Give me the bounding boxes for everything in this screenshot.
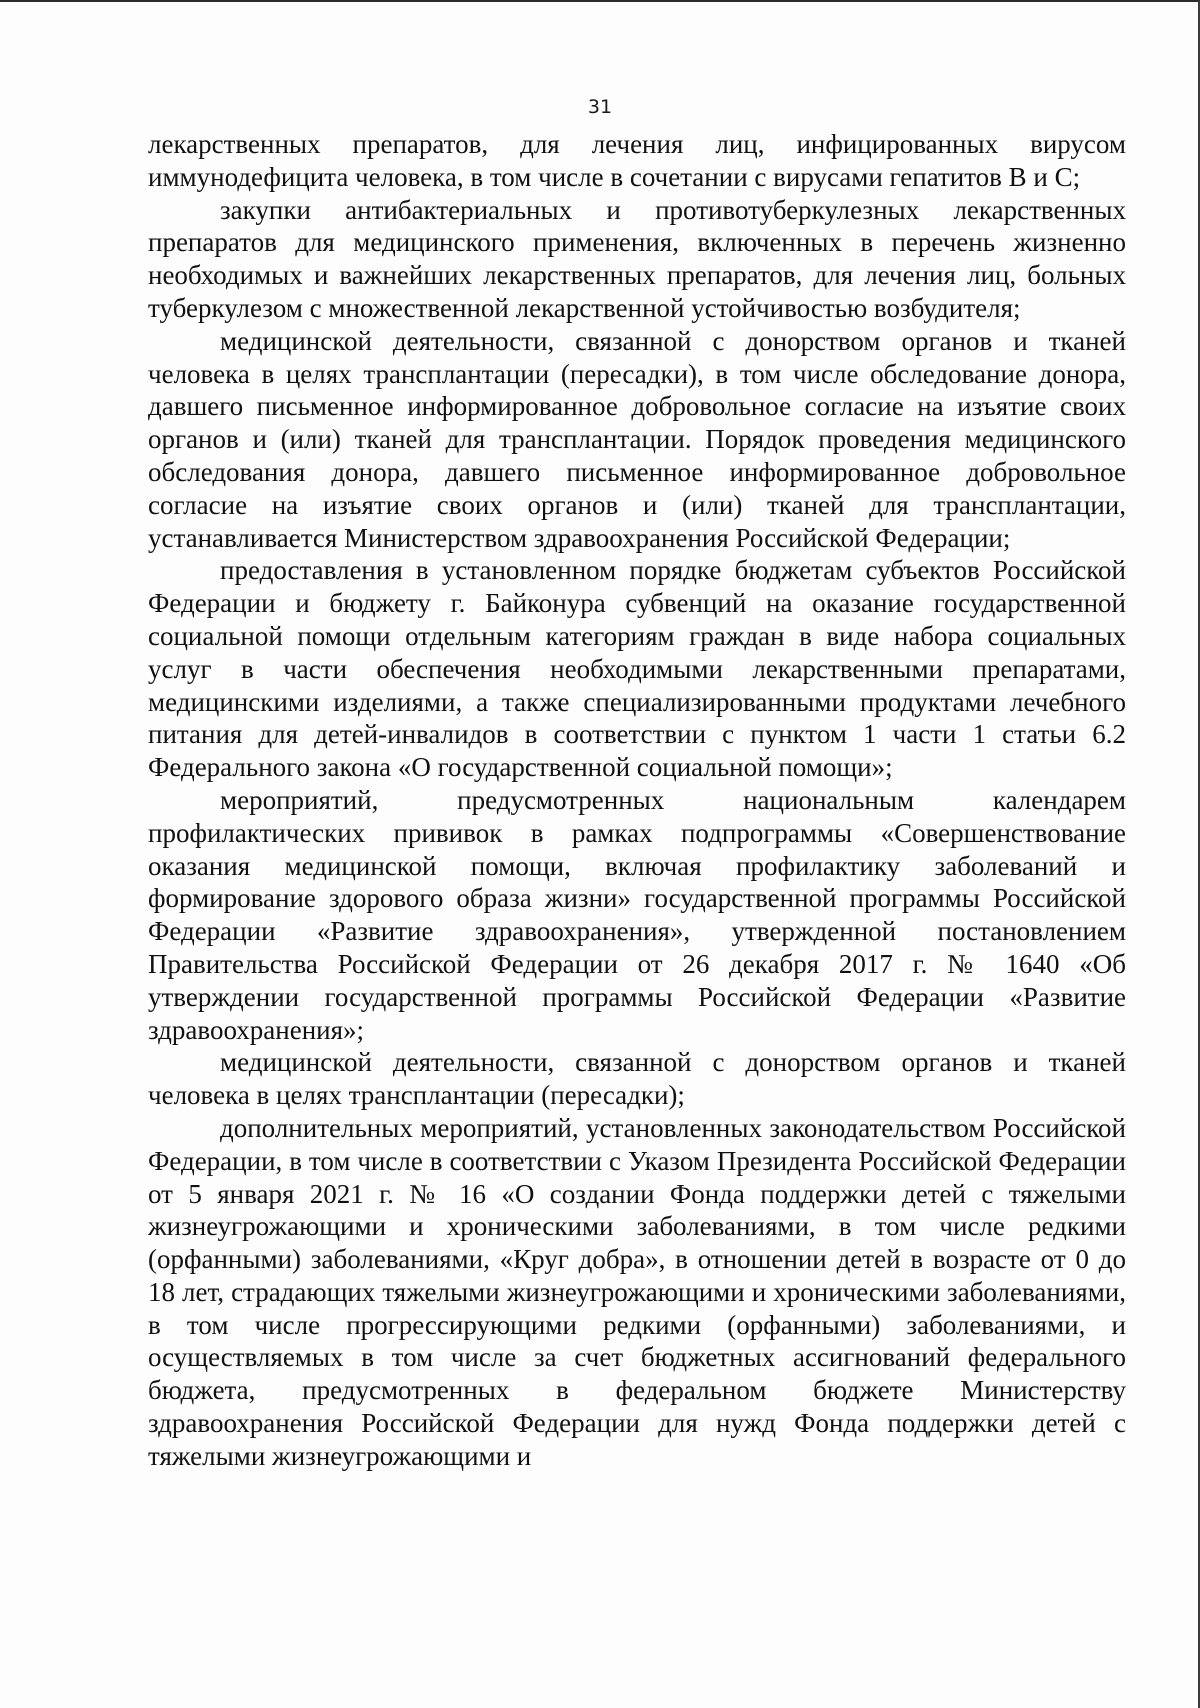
scan-edge-top	[0, 0, 1200, 2]
document-body	[148, 128, 1126, 1473]
paragraph-continued: лекарственных препаратов, для лечения лиц, инфицированных вирусом иммунодефицита человека, в том числе в сочетании с вирусами гепатитов В и С;	[148, 129, 1126, 192]
paragraph: закупки антибактериальных и противотуберкулезных лекарственных препаратов для медицинского применения, включенных в перечень жизненно необходимых и важнейших лекарственных препаратов, для лечения лиц, больных туберкулезом с множественной лекарственной устойчивостью возбудителя;	[148, 194, 1126, 323]
paragraph: предоставления в установленном порядке бюджетам субъектов Российской Федерации и бюджету г. Байконура субвенций на оказание государственной социальной помощи отдельным категориям граждан в виде набора социальных услуг в части обеспечения необходимыми лекарственными препаратами, медицинскими изделиями, а также специализированными продуктами лечебного питания для детей-инвалидов в соответствии с пунктом 1 части 1 статьи 6.2 Федерального закона «О государственной социальной помощи»;	[148, 555, 1126, 783]
paragraph: мероприятий, предусмотренных национальным календарем профилактических прививок в рамках подпрограммы «Совершенствование оказания медицинской помощи, включая профилактику заболеваний и формирование здорового образа жизни» государственной программы Российской Федерации «Развитие здравоохранения», утвержденной постановлением Правительства Российской Федерации от 26 декабря 2017 г. № 1640 «Об утверждении государственной программы Российской Федерации «Развитие здравоохранения»;	[148, 784, 1126, 1045]
paragraph: медицинской деятельности, связанной с донорством органов и тканей человека в целях трансплантации (пересадки), в том числе обследование донора, давшего письменное информированное добровольное согласие на изъятие своих органов и (или) тканей для трансплантации. Порядок проведения медицинского обследования донора, давшего письменное информированное добровольное согласие на изъятие своих органов и (или) тканей для трансплантации, устанавливается Министерством здравоохранения Российской Федерации;	[148, 325, 1126, 553]
paragraph: дополнительных мероприятий, установленных законодательством Российской Федерации, в том числе в соответствии с Указом Президента Российской Федерации от 5 января 2021 г. № 16 «О создании Фонда поддержки детей с тяжелыми жизнеугрожающими и хроническими заболеваниями, в том числе редкими (орфанными) заболеваниями, «Круг добра», в отношении детей в возрасте от 0 до 18 лет, страдающих тяжелыми жизнеугрожающими и хроническими заболеваниями, в том числе прогрессирующими редкими (орфанными) заболеваниями, и осуществляемых в том числе за счет бюджетных ассигнований федерального бюджета, предусмотренных в федеральном бюджете Министерству здравоохранения Российской Федерации для нужд Фонда поддержки детей с тяжелыми жизнеугрожающими и	[148, 1112, 1126, 1471]
page-number: 31	[587, 96, 613, 118]
paragraph: медицинской деятельности, связанной с донорством органов и тканей человека в целях трансплантации (пересадки);	[148, 1047, 1126, 1111]
